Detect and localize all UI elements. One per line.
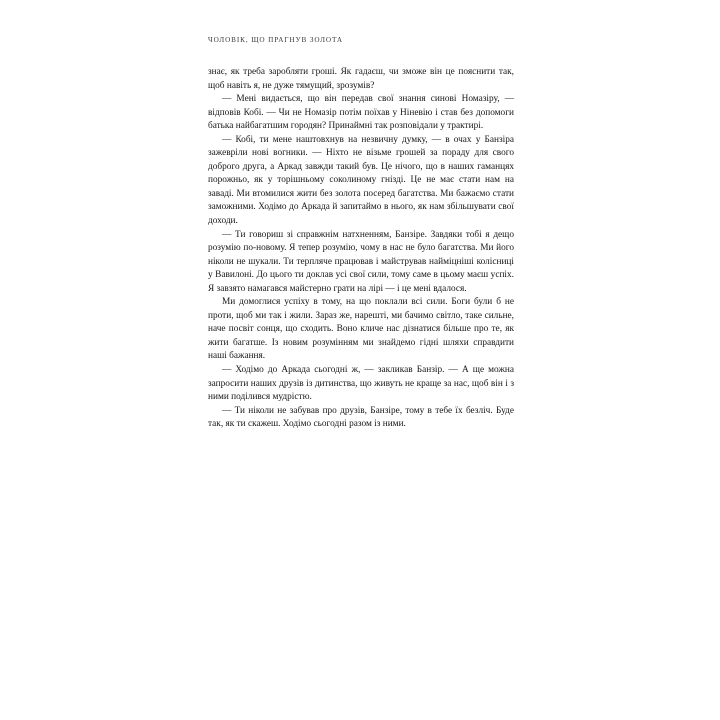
running-head: ЧОЛОВІК, ЩО ПРАГНУВ ЗОЛОТА bbox=[208, 36, 343, 44]
paragraph: Ми домоглися успіху в тому, на що поклали всі сили. Боги були б не проти, щоб ми так і жили. Зараз же, нарешті, ми бачимо світло, таке сильне, наче посвіт сонця, що сходить. Воно кличе нас дізнатися більше про те, як жити багатше. Із новим розумінням ми знайдемо гідні шляхи справдити наші бажання. bbox=[208, 297, 514, 362]
body-text bbox=[208, 66, 514, 432]
paragraph: — Ти ніколи не забував про друзів, Банзіре, тому в тебе їх безліч. Буде так, як ти скажеш. Ходімо сьогодні разом із ними. bbox=[208, 405, 514, 430]
page-content bbox=[208, 36, 514, 432]
paragraph: — Ходімо до Аркада сьогодні ж, — закликав Банзір. — А ще можна запросити наших друзів із дитинства, що живуть не краще за нас, щоб він і з ними поділився мудрістю. bbox=[208, 365, 514, 403]
paragraph: — Мені видається, що він передав свої знання синові Номазіру, — відповів Кобі. — Чи не Номазір потім поїхав у Ніневію і став без допомоги батька найбагатшим городян? Принаймні так розповідали у трактирі. bbox=[208, 94, 514, 132]
paragraph: — Кобі, ти мене наштовхнув на незвичну думку, — в очах у Банзіра зажевріли нові вогники. — Ніхто не візьме грошей за пораду для свого доброго друга, а Аркад завжди такий був. Це нічого, що в наших гаманцях порожньо, як у торішньому соколиному гнізді. Це не має стати нам на заваді. Ми втомилися жити без золота посеред багатства. Ми бажаємо стати заможними. Ходімо до Аркада й запитаймо в нього, як нам збільшувати свої доходи. bbox=[208, 134, 514, 227]
paragraph: знає, як треба заробляти гроші. Як гадаєш, чи зможе він це пояснити так, щоб навіть я, не дуже тямущий, зрозумів? bbox=[208, 67, 514, 91]
paragraph: — Ти говориш зі справжнім натхненням, Банзіре. Завдяки тобі я дещо розумію по-новому. Я тепер розумію, чому в нас не було багатства. Ми його ніколи не шукали. Ти терпляче працював і майстрував найміцніші колісниці у Вавилоні. До цього ти доклав усі свої сили, тому саме в цьому маєш успіх. Я завзято намагався майстерно грати на лірі — і це мені вдалося. bbox=[208, 229, 514, 294]
